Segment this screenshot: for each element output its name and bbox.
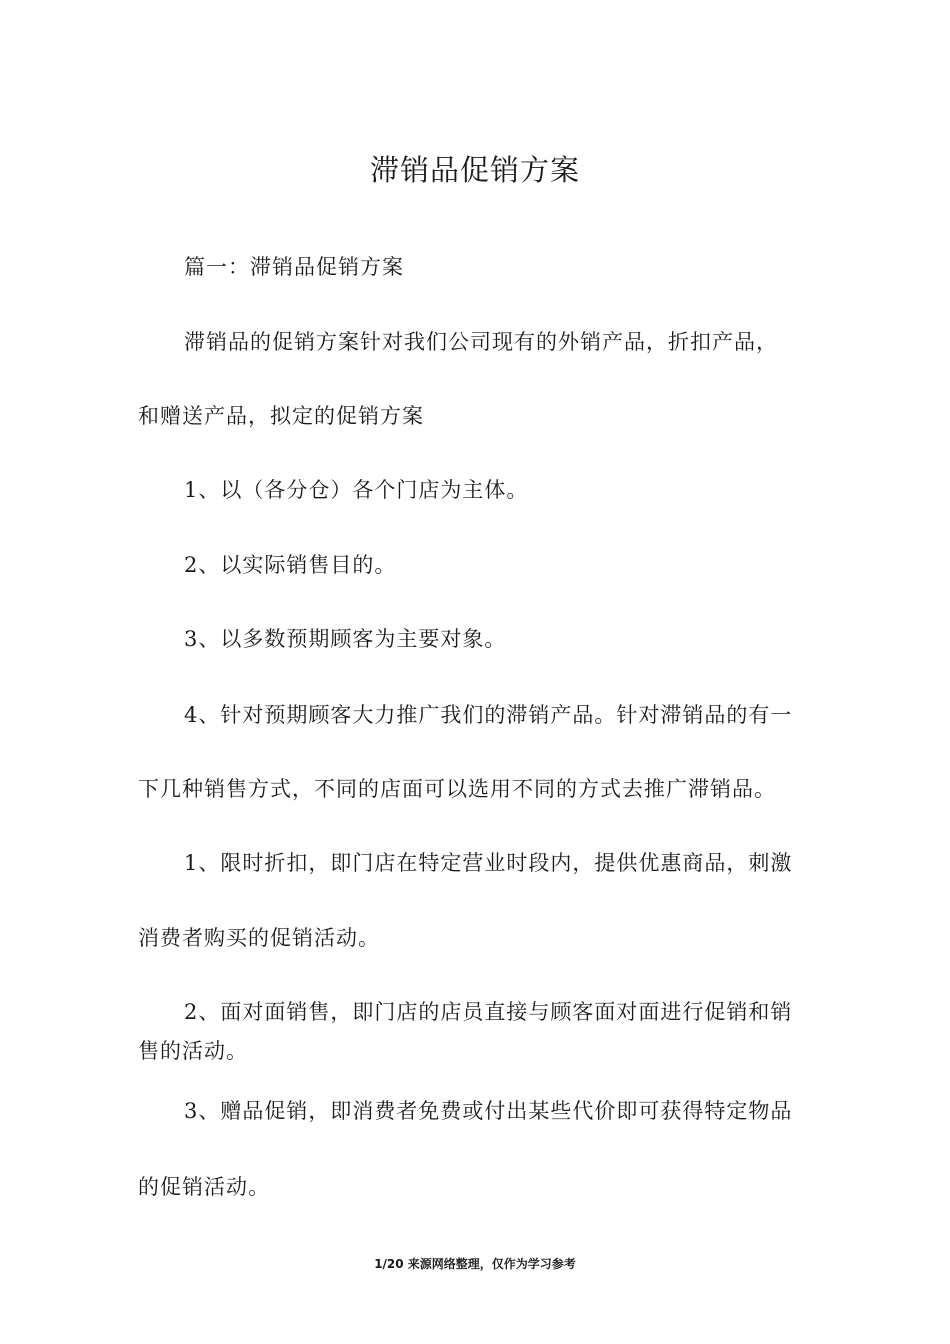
list-item: 1、限时折扣，即门店在特定营业时段内，提供优惠商品，刺激: [184, 851, 793, 875]
list-item: 3、赠品促销，即消费者免费或付出某些代价即可获得特定物品: [184, 1099, 793, 1123]
list-item: 1、以（各分仓）各个门店为主体。: [184, 478, 529, 502]
page-footer: 1/20 来源网络整理，仅作为学习参考: [374, 1257, 576, 1271]
page-title: 滞销品促销方案: [369, 153, 580, 187]
paragraph-line: 消费者购买的促销活动。: [138, 926, 380, 950]
list-item: 4、针对预期顾客大力推广我们的滞销产品。针对滞销品的有一: [184, 703, 793, 727]
paragraph-line: 和赠送产品，拟定的促销方案: [138, 404, 424, 428]
paragraph-line: 的促销活动。: [138, 1175, 270, 1199]
list-item: 3、以多数预期顾客为主要对象。: [184, 627, 507, 651]
list-item: 2、面对面销售，即门店的店员直接与顾客面对面进行促销和销: [184, 1000, 793, 1024]
paragraph-line: 下几种销售方式，不同的店面可以选用不同的方式去推广滞销品。: [138, 777, 776, 801]
paragraph-line: 滞销品的促销方案针对我们公司现有的外销产品，折扣产品，: [184, 330, 778, 354]
section-heading: 篇一：滞销品促销方案: [184, 255, 404, 279]
list-item: 2、以实际销售目的。: [184, 553, 397, 577]
paragraph-line: 售的活动。: [138, 1039, 248, 1063]
